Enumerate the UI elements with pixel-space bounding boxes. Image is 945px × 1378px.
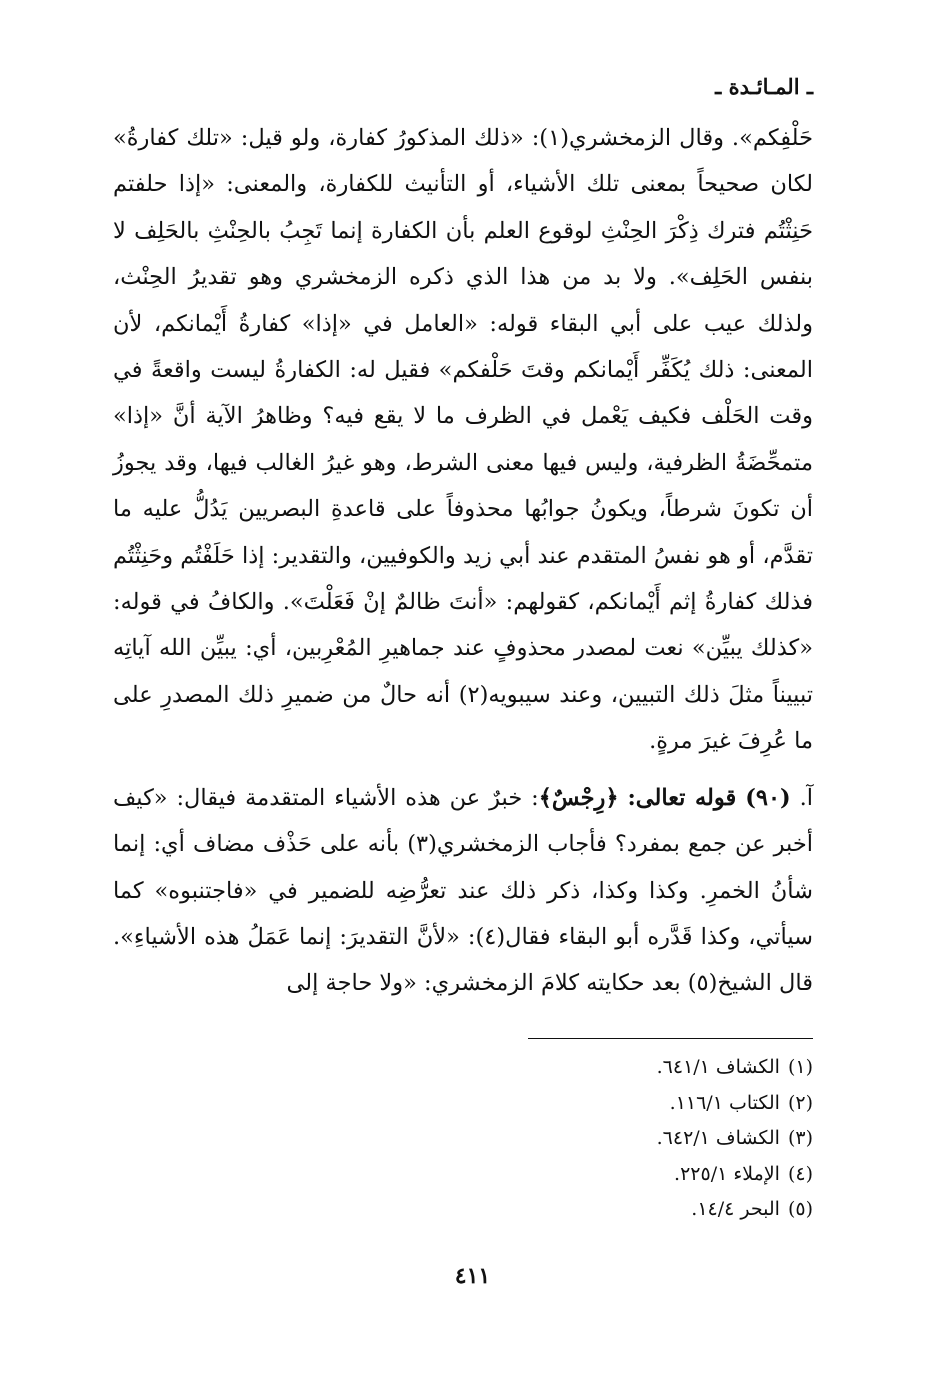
footnote-item xyxy=(413,1050,813,1086)
footnote-text: الإملاء ٢٢٥/١. xyxy=(674,1162,780,1185)
verse-number: (٩٠) xyxy=(745,784,791,811)
footnote-mark: (٥) xyxy=(787,1198,813,1220)
footnotes-list xyxy=(413,1050,813,1228)
footnote-text: البحر ١٤/٤. xyxy=(691,1198,780,1220)
footnote-item xyxy=(413,1192,813,1228)
footnote-item xyxy=(413,1157,813,1193)
footnote-text: الكشاف ٦٤٢/١. xyxy=(656,1127,780,1149)
verse-commentary-paragraph xyxy=(113,775,813,1007)
footnote-mark: (٢) xyxy=(787,1091,813,1114)
verse-commentary-text: : خبرٌ عن هذه الأشياء المتقدمة فيقال: «كيف أخبر عن جمع بمفرد؟ فأجاب الزمخشري(٣) بأنه على حَذْف مضاف أي: إنما شأنُ الخمرِ. وكذا وكذا، ذكر ذلك عند تعرُّضِه للضمير في «فاجتنبوه» كما سيأتي، وكذا قَدَّره أبو البقاء فقال(٤): «لأنَّ التقديرَ: إنما عَمَلُ هذه الأشياءِ». قال الشيخ(٥) بعد حكايته كلامَ الزمخشري: «ولا حاجة إلى xyxy=(113,784,813,997)
footnote-mark: (٤) xyxy=(787,1162,813,1185)
footnote-item xyxy=(413,1121,813,1157)
footnote-mark: (٣) xyxy=(787,1127,813,1149)
footnote-item xyxy=(413,1086,813,1122)
running-header-surah-title: ـ المـائـدة ـ xyxy=(715,74,813,99)
commentary-paragraph: حَلْفِكم». وقال الزمخشري(١): «ذلك المذكورُ كفارة، ولو قيل: «تلك كفارةُ» لكان صحيحاً بمعنى تلك الأشياء، أو التأنيث للكفارة، والمعنى: «إذا حلفتم حَنِثْتُم فترك ذِكْرَ الحِنْثِ لوقوع العلم بأن الكفارة إنما تَجِبُ بالحِنْثِ بالحَلِف لا بنفس الحَلِف». ولا بد من هذا الذي ذكره الزمخشري وهو تقديرُ الحِنْث، ولذلك عيب على أبي البقاء قوله: «العامل في «إذا» كفارةُ أَيْمانكم، لأن المعنى: ذلك يُكَفِّر أَيْمانكم وقتَ حَلْفكم» فقيل له: الكفارةُ ليست واقعةً في وقت الحَلْف فكيف يَعْمل في الظرف ما لا يقع فيه؟ وظاهرُ الآية أنَّ «إذا» متمحِّضَةُ الظرفية، وليس فيها معنى الشرط، وهو غيرُ الغالب فيها، وقد يجوزُ أن تكونَ شرطاً، ويكونُ جوابُها محذوفاً على قاعدةِ البصريين يَدُلُّ عليه ما تقدَّم، أو هو نفسُ المتقدم عند أبي زيد والكوفيين، والتقدير: إذا حَلَفْتُم وحَنِثْتُم فذلك كفارةُ إثم أَيْمانكم، كقولهم: «أنتَ ظالمٌ إنْ فَعَلْتَ». والكافُ في قوله: «كذلك يبيِّن» نعت لمصدر محذوفٍ عند جماهيرِ المُعْرِبين، أي: يبيِّن الله آياتِه تبييناً مثلَ ذلك التبيين، وعند سيبويه(٢) أنه حالٌ من ضميرِ ذلك المصدرِ على ما عُرِفَ غيرَ مرةٍ. xyxy=(113,125,814,755)
page-number: ٤١١ xyxy=(454,1263,491,1289)
main-text xyxy=(113,115,813,1007)
quoted-quran-word: ﴿رِجْسٌ﴾ xyxy=(538,784,619,811)
verse-marker: آ. xyxy=(799,784,814,811)
footnote-mark: (١) xyxy=(787,1056,813,1078)
footnote-text: الكتاب ١١٦/١. xyxy=(669,1091,780,1114)
verse-heading: قوله تعالى: xyxy=(627,784,737,811)
footnote-text: الكشاف ٦٤١/١. xyxy=(656,1056,780,1078)
footnote-separator xyxy=(528,1038,813,1039)
